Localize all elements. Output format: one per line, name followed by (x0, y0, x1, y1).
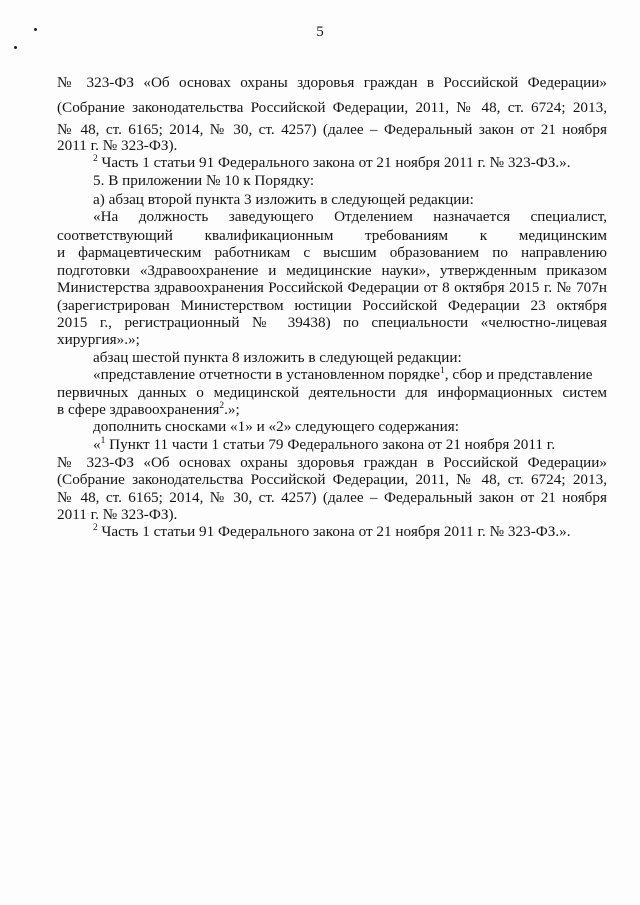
footnote-mark: 2 (219, 401, 225, 411)
text-line: и фармацевтическим работникам с высшим образованием по направлению (57, 244, 607, 261)
footnote-mark: 2 (93, 523, 98, 533)
text-line: а) абзац второй пункта 3 изложить в следующей редакции: (93, 191, 474, 208)
text-line: соответствующий квалификационным требованиям к медицинским (57, 227, 607, 244)
text-line: «На должность заведующего Отделением назначается специалист, (93, 208, 607, 225)
footnote-line: $^2$ Часть 1 статьи 91 Федерального закона от 21 ноября 2011 г. № 323-ФЗ.». (93, 154, 571, 171)
text-line: (Собрание законодательства Российской Федерации, 2011, № 48, ст. 6724; 2013, (57, 471, 607, 488)
text-line: 2015 г., регистрационный № 39438) по специальности «челюстно-лицевая (57, 314, 607, 331)
text-line: подготовки «Здравоохранение и медицинские науки», утвержденным приказом (57, 262, 607, 279)
text-line: 2011 г. № 323-ФЗ). (57, 137, 178, 154)
page-number: 5 (316, 24, 324, 40)
text-line: № 323-ФЗ «Об основах охраны здоровья граждан в Российской Федерации» (57, 454, 607, 471)
text-line: первичных данных о медицинской деятельности для информационных систем (57, 384, 607, 401)
text-line: № 48, ст. 6165; 2014, № 30, ст. 4257) (далее – Федеральный закон от 21 ноября (57, 489, 607, 506)
scan-artifact-dot (14, 46, 17, 49)
footnote-line: «$^1$ Пункт 11 части 1 статьи 79 Федерального закона от 21 ноября 2011 г. (93, 436, 556, 453)
text-line: 5. В приложении № 10 к Порядку: (93, 172, 315, 189)
text-line: (Собрание законодательства Российской Федерации, 2011, № 48, ст. 6724; 2013, (57, 99, 607, 116)
text-line: дополнить сносками «1» и «2» следующего содержания: (93, 418, 459, 435)
text-line: 2011 г. № 323-ФЗ). (57, 506, 178, 523)
text-line: «представление отчетности в установленном порядке$^1$, сбор и представление (93, 366, 593, 383)
text-line: № 323-ФЗ «Об основах охраны здоровья граждан в Российской Федерации» (57, 74, 607, 91)
footnote-mark: 1 (100, 436, 106, 446)
text-line: № 48, ст. 6165; 2014, № 30, ст. 4257) (далее – Федеральный закон от 21 ноября (57, 121, 607, 138)
text-line: в сфере здравоохранения$^2$.»; (57, 401, 240, 418)
text-line: хирургия».»; (57, 331, 140, 348)
footnote-line: $^2$ Часть 1 статьи 91 Федерального закона от 21 ноября 2011 г. № 323-ФЗ.». (93, 523, 571, 540)
text-line: Министерства здравоохранения Российской Федерации от 8 октября 2015 г. № 707н (57, 279, 607, 296)
text-line: абзац шестой пункта 8 изложить в следующей редакции: (93, 349, 462, 366)
footnote-mark: 2 (93, 154, 98, 164)
text-line: (зарегистрирован Министерством юстиции Российской Федерации 23 октября (57, 297, 607, 314)
footnote-mark: 1 (440, 366, 445, 376)
